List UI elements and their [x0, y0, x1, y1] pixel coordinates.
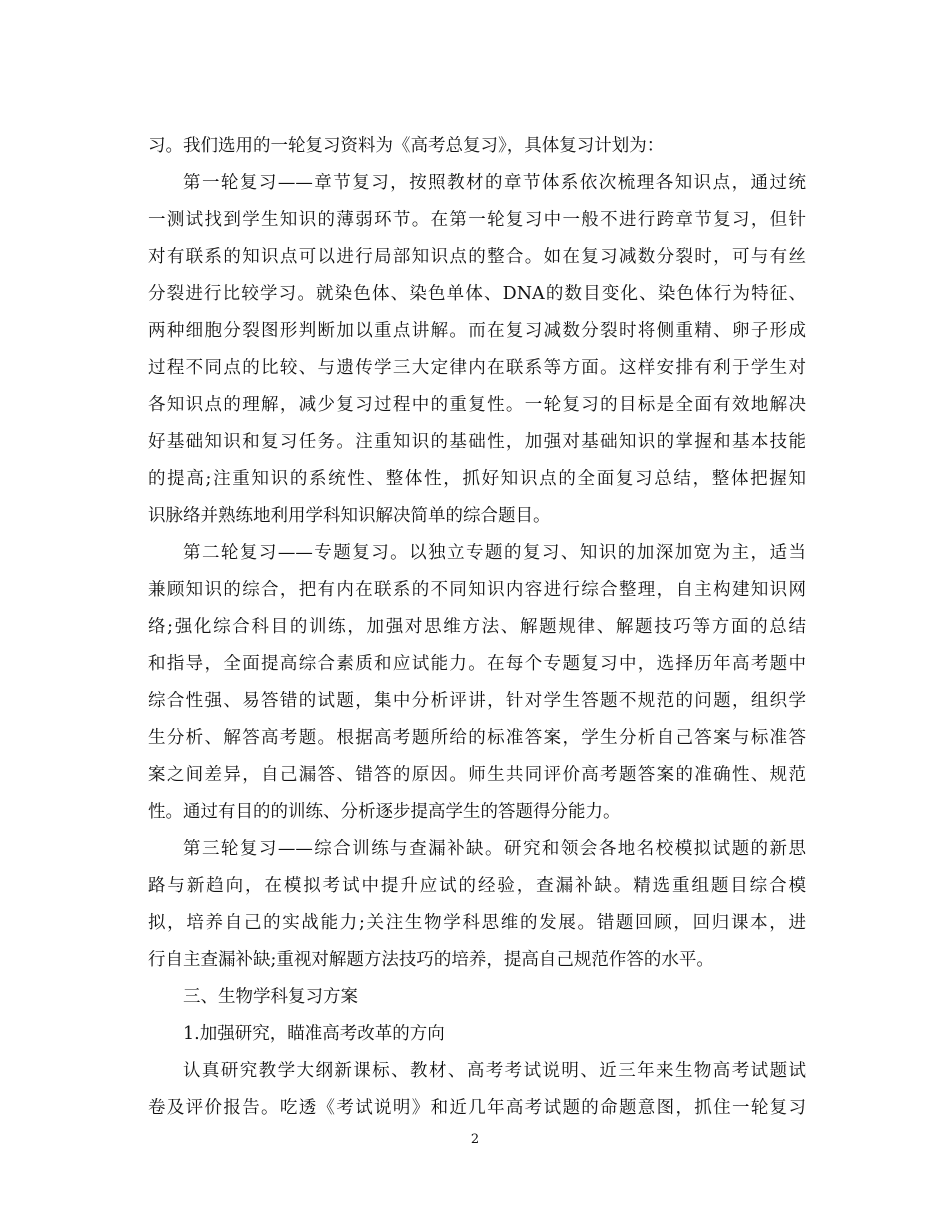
text-line: 的提高;注重知识的系统性、整体性，抓好知识点的全面复习总结，整体把握知: [148, 469, 806, 489]
text-line: 第三轮复习——综合训练与查漏补缺。研究和领会各地名校模拟试题的新思: [183, 839, 806, 859]
text-line: 过程不同点的比较、与遗传学三大定律内在联系等方面。这样安排有利于学生对: [148, 358, 806, 378]
text-line: 案之间差异，自己漏答、错答的原因。师生共同评价高考题答案的准确性、规范: [148, 765, 806, 785]
text-line: 习。我们选用的一轮复习资料为《高考总复习》，具体复习计划为：: [148, 136, 665, 156]
text-line: 好基础知识和复习任务。注重知识的基础性，加强对基础知识的掌握和基本技能: [148, 432, 806, 452]
page-number: 2: [470, 1132, 480, 1147]
text-line: 性。通过有目的的训练、分析逐步提高学生的答题得分能力。: [148, 802, 621, 822]
text-line: 1.加强研究，瞄准高考改革的方向: [183, 1024, 445, 1044]
text-line: 两种细胞分裂图形判断加以重点讲解。而在复习减数分裂时将侧重精、卵子形成: [148, 321, 806, 341]
body-text: [148, 128, 806, 1127]
text-line: 行自主查漏补缺;重视对解题方法技巧的培养，提高自己规范作答的水平。: [148, 950, 714, 970]
text-line: 路与新趋向，在模拟考试中提升应试的经验，查漏补缺。精选重组题目综合模: [148, 876, 806, 896]
text-line: 识脉络并熟练地利用学科知识解决简单的综合题目。: [148, 506, 551, 526]
text-line: 和指导，全面提高综合素质和应试能力。在每个专题复习中，选择历年高考题中: [148, 654, 806, 674]
text-line: 综合性强、易答错的试题，集中分析评讲，针对学生答题不规范的问题，组织学: [148, 691, 806, 711]
text-line: 一测试找到学生知识的薄弱环节。在第一轮复习中一般不进行跨章节复习，但针: [148, 210, 806, 230]
text-line: 各知识点的理解，减少复习过程中的重复性。一轮复习的目标是全面有效地解决: [148, 395, 806, 415]
text-line: 络;强化综合科目的训练，加强对思维方法、解题规律、解题技巧等方面的总结: [148, 617, 806, 637]
text-line: 第一轮复习——章节复习，按照教材的章节体系依次梳理各知识点，通过统: [183, 173, 806, 193]
text-line: 第二轮复习——专题复习。以独立专题的复习、知识的加深加宽为主，适当: [183, 543, 806, 563]
text-line: 对有联系的知识点可以进行局部知识点的整合。如在复习减数分裂时，可与有丝: [148, 247, 806, 267]
text-line: 三、生物学科复习方案: [183, 987, 358, 1007]
text-line: 分裂进行比较学习。就染色体、染色单体、DNA的数目变化、染色体行为特征、: [148, 284, 806, 304]
text-line: 卷及评价报告。吃透《考试说明》和近几年高考试题的命题意图，抓住一轮复习: [148, 1098, 806, 1118]
text-line: 认真研究教学大纲新课标、教材、高考考试说明、近三年来生物高考试题试: [183, 1061, 806, 1081]
text-line: 拟，培养自己的实战能力;关注生物学科思维的发展。错题回顾，回归课本，进: [148, 913, 806, 933]
text-line: 兼顾知识的综合，把有内在联系的不同知识内容进行综合整理，自主构建知识网: [148, 580, 806, 600]
text-line: 生分析、解答高考题。根据高考题所给的标准答案，学生分析自己答案与标准答: [148, 728, 806, 748]
